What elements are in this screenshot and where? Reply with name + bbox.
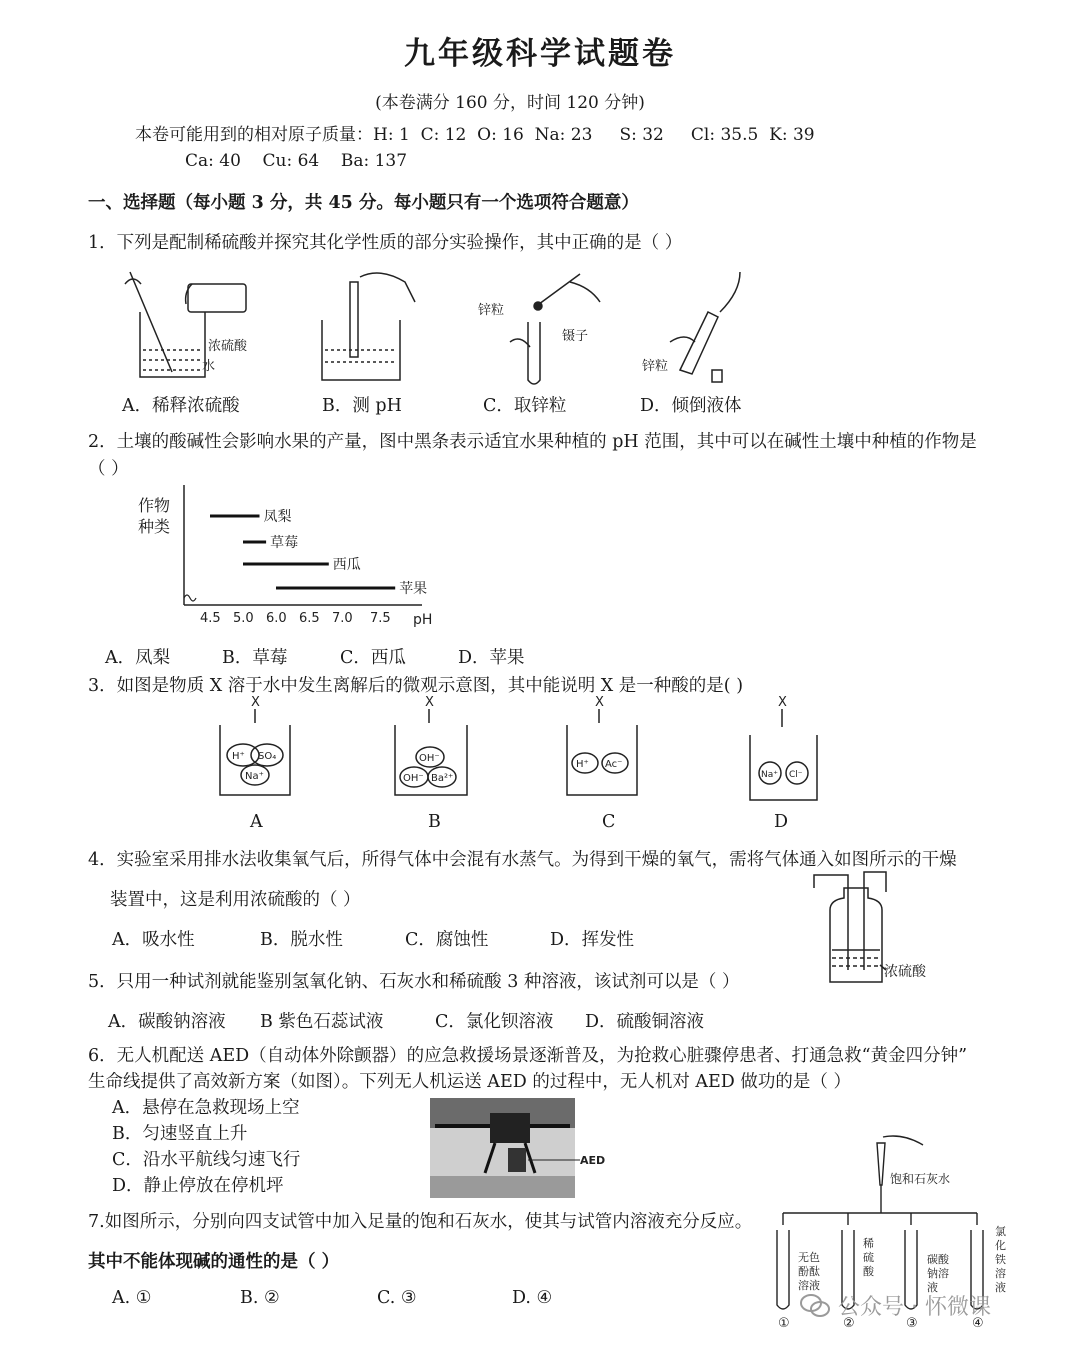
ion-a-2: SO₄ (258, 751, 277, 762)
q2-stem: 2．土壤的酸碱性会影响水果的产量，图中黑条表示适宜水果种植的 pH 范围，其中可以在碱性土壤中种植的作物是 (88, 432, 977, 452)
chart-ylabel-2: 种类 (138, 517, 171, 536)
tube3-num: ③ (906, 1316, 918, 1331)
q6-stem-cont: 生命线提供了高效新方案（如图）。下列无人机运送 AED 的过程中，无人机对 AED 做功的是（ ） (88, 1072, 851, 1092)
tube3-line1: 碳酸 (927, 1253, 949, 1266)
label-tweezers: 镊子 (562, 329, 589, 344)
q7-option-a[interactable]: A. ① (112, 1288, 152, 1308)
q7-stem: 7.如图所示，分别向四支试管中加入足量的饱和石灰水，使其与试管内溶液充分反应。 (88, 1212, 753, 1232)
tube1-num: ① (778, 1316, 790, 1331)
q7-option-d[interactable]: D. ④ (512, 1288, 553, 1308)
q4-stem: 4．实验室采用排水法收集氧气后，所得气体中会混有水蒸气。为得到干燥的氧气，需将气体通入如图所示的干燥 (88, 850, 957, 870)
wechat-icon (800, 1293, 830, 1319)
drone-photo (430, 1098, 605, 1198)
chart-tick-label: 6.0 (266, 611, 287, 626)
q7-stem-cont: 其中不能体现碱的通性的是（ ） (88, 1252, 340, 1272)
q3-beakers (205, 695, 845, 830)
beaker-a (220, 695, 290, 795)
tube4-line2: 化 (995, 1239, 1006, 1252)
chart-tick-label: 7.0 (332, 611, 353, 626)
beaker-d (750, 695, 817, 800)
q3-label-b[interactable]: B (428, 812, 441, 832)
chart-series-label: 西瓜 (332, 557, 361, 573)
ion-d-1: Na⁺ (761, 770, 778, 780)
x-label-b: X (425, 695, 434, 710)
label-zinc-d: 锌粒 (642, 359, 669, 374)
tube3-line3: 液 (927, 1281, 938, 1294)
q1-diagrams (110, 262, 810, 392)
aed-box (508, 1148, 526, 1172)
q4-option-c[interactable]: C．腐蚀性 (405, 930, 489, 950)
label-water: 水 (202, 359, 216, 374)
q4-stem-cont: 装置中，这是利用浓硫酸的（ ） (110, 890, 361, 910)
tube4-line1: 氯 (995, 1225, 1006, 1238)
drying-bottle (810, 870, 960, 990)
aed-label: AED (580, 1154, 606, 1167)
q6-option-a[interactable]: A．悬停在急救现场上空 (112, 1098, 300, 1118)
q1-stem: 1．下列是配制稀硫酸并探究其化学性质的部分实验操作，其中正确的是（ ） (88, 233, 683, 253)
chart-tick-label: 4.5 (200, 611, 221, 626)
q6-option-b[interactable]: B．匀速竖直上升 (112, 1124, 248, 1144)
q1-option-d[interactable]: D．倾倒液体 (640, 396, 742, 416)
q1-option-c[interactable]: C．取锌粒 (483, 396, 567, 416)
q5-option-b[interactable]: B 紫色石蕊试液 (260, 1012, 384, 1032)
x-label-a: X (251, 695, 260, 710)
q6-stem: 6．无人机配送 AED（自动体外除颤器）的应急救援场景逐渐普及，为抢救心脏骤停患者、打通急救“黄金四分钟” (88, 1046, 968, 1066)
q2-option-c[interactable]: C．西瓜 (340, 648, 406, 668)
diagram-d-pour (670, 272, 740, 382)
chart-x-label: pH (413, 612, 433, 628)
q3-label-c[interactable]: C (602, 812, 616, 832)
q6-option-d[interactable]: D．静止停放在停机坪 (112, 1176, 284, 1196)
chart-series-label: 苹果 (399, 581, 428, 597)
chart-tick-label: 6.5 (299, 611, 320, 626)
q2-option-d[interactable]: D．苹果 (458, 648, 525, 668)
diagram-b-ph (322, 273, 415, 380)
beaker-c (567, 695, 637, 795)
ion-b-2: OH⁻ (403, 773, 424, 784)
q2-option-a[interactable]: A．凤梨 (105, 648, 171, 668)
q3-stem: 3．如图是物质 X 溶于水中发生离解后的微观示意图，其中能说明 X 是一种酸的是( ) (88, 676, 744, 696)
page-title: 九年级科学试题卷 (404, 36, 676, 72)
tube3-line2: 钠溶 (927, 1267, 949, 1280)
section-heading: 一、选择题（每小题 3 分，共 45 分。每小题只有一个选项符合题意） (88, 193, 639, 213)
tube4-line3: 铁 (995, 1253, 1006, 1266)
tube2-line1: 稀 (863, 1237, 874, 1250)
ion-c-2: Ac⁻ (605, 759, 623, 770)
ion-b-1: OH⁻ (419, 753, 440, 764)
ion-c-1: H⁺ (576, 759, 589, 770)
dropper-label: 饱和石灰水 (890, 1172, 951, 1186)
q2-option-b[interactable]: B．草莓 (222, 648, 288, 668)
chart-ylabel-1: 作物 (138, 496, 171, 515)
q5-option-a[interactable]: A．碳酸钠溶液 (108, 1012, 226, 1032)
q4-option-a[interactable]: A．吸水性 (112, 930, 195, 950)
q4-option-b[interactable]: B．脱水性 (260, 930, 343, 950)
tube2-line2: 硫 (863, 1251, 874, 1264)
beaker-b (395, 695, 467, 795)
ion-a-3: Na⁺ (245, 771, 264, 782)
q2-stem-cont: （ ） (88, 459, 129, 479)
tube1-line1: 无色 (798, 1251, 820, 1264)
ion-b-3: Ba²⁺ (431, 773, 454, 784)
x-label-c: X (595, 695, 604, 710)
ion-a-1: H⁺ (232, 751, 245, 762)
q6-option-c[interactable]: C．沿水平航线匀速飞行 (112, 1150, 301, 1170)
atomic-mass-line1: 本卷可能用到的相对原子质量：H: 1 C: 12 O: 16 Na: 23 S: 32 Cl: 35.5 K: 39 (135, 125, 815, 145)
label-zinc-c: 锌粒 (478, 303, 505, 318)
q3-label-d[interactable]: D (774, 812, 789, 832)
diagram-a-dilute (125, 272, 246, 377)
q3-label-a[interactable]: A (250, 812, 263, 832)
bottle-label: 浓硫酸 (884, 964, 926, 980)
q7-option-b[interactable]: B. ② (240, 1288, 280, 1308)
watermark (800, 1290, 991, 1321)
exam-subtitle: (本卷满分 160 分，时间 120 分钟) (375, 93, 645, 113)
tube1-line3: 溶液 (798, 1279, 820, 1292)
tube4-num: ④ (972, 1316, 984, 1331)
x-label-d: X (778, 695, 787, 710)
q4-option-d[interactable]: D．挥发性 (550, 930, 635, 950)
q1-option-a[interactable]: A．稀释浓硫酸 (122, 396, 240, 416)
tube1-line2: 酚酞 (798, 1265, 820, 1278)
tube4-line4: 溶 (995, 1267, 1006, 1280)
watermark-text: 公众号 · 怀微课 (838, 1295, 991, 1320)
tube4-line5: 液 (995, 1281, 1006, 1294)
q7-option-c[interactable]: C. ③ (377, 1288, 417, 1308)
chart-series-label: 草莓 (270, 535, 299, 551)
q1-option-b[interactable]: B．测 pH (322, 396, 402, 416)
chart-tick-label: 5.0 (233, 611, 254, 626)
tube2-num: ② (843, 1316, 855, 1331)
q5-option-c[interactable]: C．氯化钡溶液 (435, 1012, 554, 1032)
axis-break (184, 595, 196, 601)
chart-tick-label: 7.5 (370, 611, 391, 626)
ion-d-2: Cl⁻ (789, 770, 803, 780)
ph-chart (170, 480, 470, 630)
q5-stem: 5．只用一种试剂就能鉴别氢氧化钠、石灰水和稀硫酸 3 种溶液，该试剂可以是（ ） (88, 972, 740, 992)
chart-series-label: 凤梨 (263, 509, 292, 525)
q5-option-d[interactable]: D．硫酸铜溶液 (585, 1012, 705, 1032)
tube2-line3: 酸 (863, 1265, 874, 1278)
atomic-mass-line2: Ca: 40 Cu: 64 Ba: 137 (185, 151, 408, 171)
label-conc-acid: 浓硫酸 (208, 339, 248, 354)
